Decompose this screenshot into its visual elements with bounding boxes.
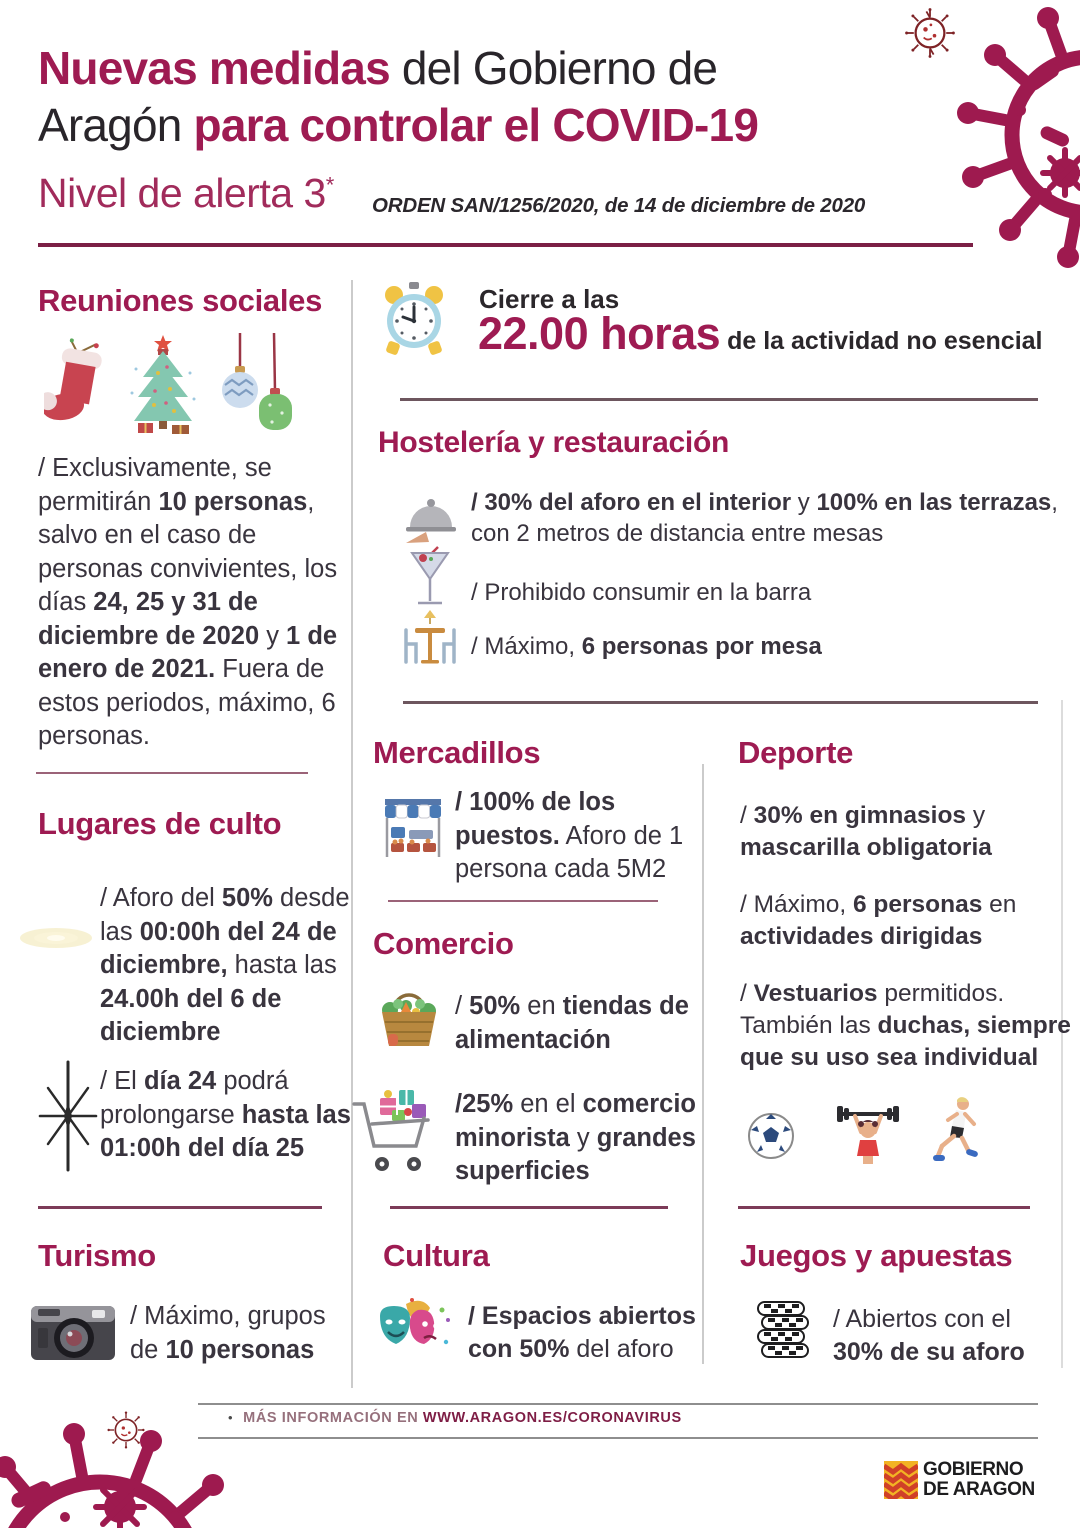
left-divider-1: [36, 772, 308, 774]
section-title-juegos: Juegos y apuestas: [740, 1238, 1013, 1273]
cultura-body: / Espacios abiertos con 50% del aforo: [468, 1302, 696, 1363]
cultura-divider: [390, 1206, 668, 1209]
hosteleria-item-1: / 30% del aforo en el interior y 100% en las terrazas, con 2 metros de distancia entre mesas: [471, 489, 1058, 547]
order-reference: ORDEN SAN/1256/2020, de 14 de diciembre de 2020: [372, 194, 866, 217]
closing-suffix: de la actividad no esencial: [720, 327, 1043, 355]
closing-time: 22.00 horas: [478, 308, 721, 359]
comercio-item-1: / 50% en tiendas de alimentación: [455, 992, 689, 1054]
section-title-reuniones: Reuniones sociales: [38, 283, 323, 318]
footer-info-url: WWW.ARAGON.ES/CORONAVIRUS: [422, 1410, 682, 1426]
logo-line1: GOBIERNO: [923, 1459, 1024, 1480]
poker-chips-icon: [752, 1300, 816, 1368]
christmas-stocking-icon: [44, 336, 110, 436]
hosteleria-item-2: / Prohibido consumir en la barra: [471, 579, 812, 606]
food-basket-icon: [376, 984, 442, 1050]
turismo-body: / Máximo, grupos de 10 personas: [130, 1302, 326, 1364]
mercadillos-body: / 100% de los puestos. Aforo de 1 persona cada 5M2: [455, 788, 684, 883]
table-chairs-icon: [399, 608, 461, 670]
deporte-item-3: / Vestuarios permitidos. También las duchas, siempre que su uso sea individual: [740, 980, 1071, 1071]
footer-rule-top: [198, 1403, 1038, 1405]
cloche-icon: [404, 489, 458, 547]
logo-text: [923, 1460, 1035, 1499]
juegos-body: / Abiertos con el 30% de su aforo: [833, 1305, 1025, 1366]
virus-outline-icon: [903, 6, 957, 60]
comercio-item-2: /25% en el comercio minorista y grandes superficies: [455, 1090, 696, 1185]
candle-glow-icon: [18, 912, 96, 964]
header-rule: [38, 243, 973, 247]
culto-item-1: / Aforo del 50% desde las 00:00h del 24 de diciembre, hasta las 24.00h del 6 de diciembre: [100, 884, 350, 1046]
closing-divider: [400, 398, 1038, 401]
deporte-item-1: / 30% en gimnasios y mascarilla obligatoria: [740, 802, 992, 861]
section-title-mercadillos: Mercadillos: [373, 735, 541, 770]
camera-icon: [30, 1298, 116, 1364]
deporte-item-2: / Máximo, 6 personas en actividades dirigidas: [740, 891, 1017, 950]
section-title-turismo: Turismo: [38, 1238, 156, 1273]
section-title-deporte: Deporte: [738, 735, 854, 770]
reuniones-body: / Exclusivamente, se permitirán 10 personas, salvo en el caso de personas convivientes, los días 24, 25 y 31 de diciembre de 2020 y 1 de enero de 2021. Fuera de estos periodos, máximo, 6 personas.: [38, 454, 338, 750]
section-title-hosteleria: Hostelería y restauración: [378, 426, 729, 459]
alarm-clock-icon: [381, 280, 447, 358]
hosteleria-item-3: / Máximo, 6 personas por mesa: [471, 633, 822, 660]
page-title-line1: Nuevas medidas del Gobierno de: [38, 42, 718, 94]
section-title-comercio: Comercio: [373, 926, 514, 961]
footer-rule-bottom: [198, 1437, 1038, 1439]
soccer-ball-icon: [747, 1112, 795, 1160]
virus-outline-icon-bottom: [106, 1410, 146, 1450]
culto-item-2: / El día 24 podrá prolongarse hasta las 01:00h del día 25: [100, 1067, 351, 1162]
logo-line2: DE ARAGON: [923, 1478, 1035, 1500]
page-title: [38, 40, 938, 154]
alert-asterisk: *: [325, 172, 334, 198]
left-divider-2: [38, 1206, 322, 1209]
aragon-flag-icon: [884, 1461, 918, 1499]
mercadillos-divider: [388, 900, 658, 902]
baubles-icon: [222, 333, 294, 437]
weightlifter-icon: [833, 1098, 903, 1166]
page-title-line2: Aragón para controlar el COVID-19: [38, 99, 759, 151]
theater-masks-icon: [376, 1296, 454, 1368]
juegos-divider: [738, 1206, 1030, 1209]
footer-bullet: •: [228, 1410, 234, 1425]
virus-large-icon: [840, 0, 1080, 285]
section-title-culto: Lugares de culto: [38, 806, 282, 841]
closing-line2: [478, 308, 1043, 360]
runner-icon: [930, 1096, 982, 1168]
hosteleria-divider: [403, 701, 1038, 704]
closing-line1: Cierre a las: [479, 284, 620, 314]
footer-info: [228, 1410, 682, 1426]
column-divider-left: [351, 280, 353, 1388]
section-title-cultura: Cultura: [383, 1238, 490, 1273]
deporte-items: [740, 800, 1071, 1099]
column-divider-right: [702, 764, 704, 1364]
gobierno-aragon-logo: [884, 1460, 1035, 1499]
star-icon: [36, 1060, 100, 1172]
christmas-tree-icon: [128, 333, 198, 437]
footer-info-prefix: MÁS INFORMACIÓN EN: [243, 1410, 423, 1426]
shopping-cart-icon: [350, 1082, 436, 1182]
market-stall-icon: [383, 795, 443, 863]
alert-level: Nivel de alerta 3*: [38, 170, 334, 216]
